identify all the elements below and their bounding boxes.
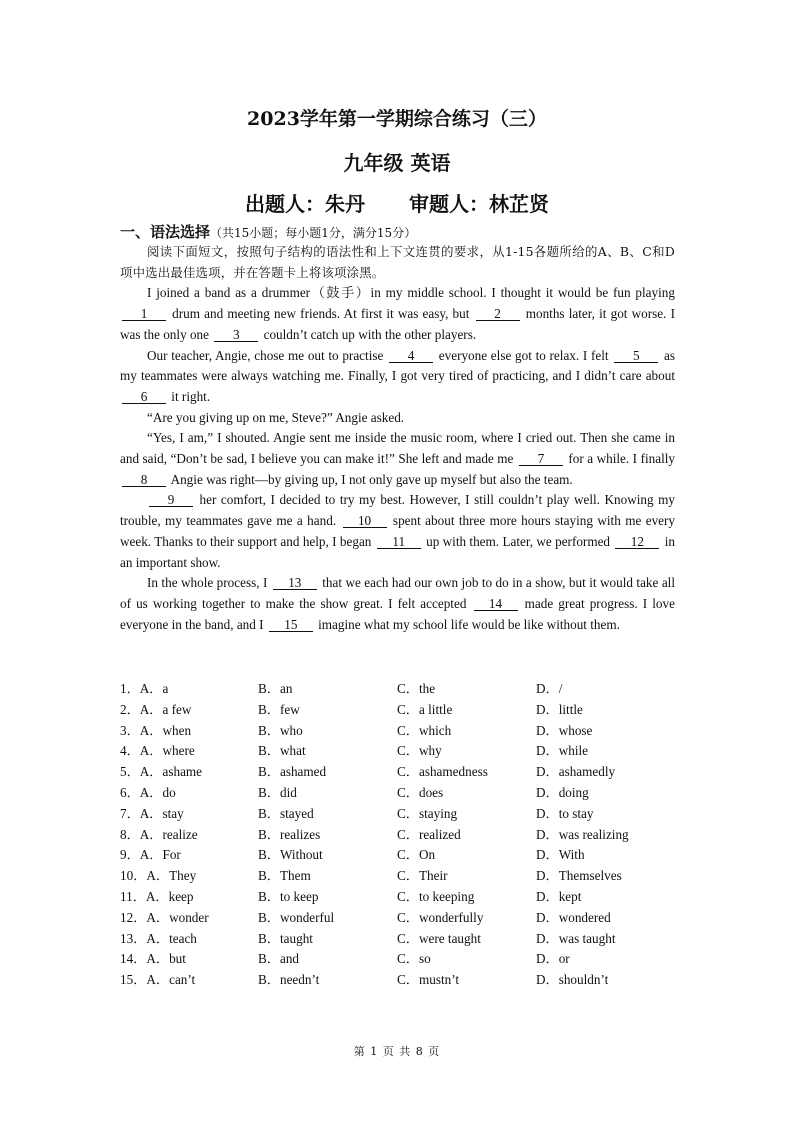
option-d: D．little <box>536 701 583 717</box>
passage-text: that we each had our own job to do in a show, but it would take all of us working together to make the show great. I felt accepted <box>120 575 675 611</box>
blank-6: 6 <box>122 390 166 404</box>
exam-authors <box>0 188 794 217</box>
option-b: B．who <box>258 722 303 738</box>
blank-9: 9 <box>149 493 193 507</box>
option-a: 8．A．realize <box>120 826 198 842</box>
option-row <box>120 845 680 866</box>
option-row <box>120 679 680 700</box>
option-b: B．few <box>258 701 300 717</box>
option-a: 1．A．a <box>120 681 169 696</box>
reading-passage <box>120 242 675 635</box>
blank-8: 8 <box>122 473 166 487</box>
option-a: 5．A．ashame <box>120 764 203 780</box>
option-row <box>120 866 680 887</box>
option-a: 9．A．For <box>120 847 181 863</box>
blank-13: 13 <box>273 576 317 590</box>
option-d: D．or <box>536 951 570 967</box>
section-heading: 一、语法选择 <box>120 223 211 241</box>
option-b: B．realizes <box>258 826 321 842</box>
option-b: B．Without <box>258 847 323 863</box>
option-a: 2．A．a few <box>120 701 192 717</box>
option-d: D．kept <box>536 888 582 904</box>
passage-text: her comfort, I decided to try my best. However, I still couldn’t play well. Knowing my trouble, my teammates gave me a hand. <box>120 492 675 529</box>
passage-text: made great progress. I love everyone in the band, and I <box>120 595 675 632</box>
option-a: 7．A．stay <box>120 805 184 821</box>
setter-label: 出题人：朱丹 <box>245 192 365 216</box>
blank-12: 12 <box>615 535 659 549</box>
option-c: C．a little <box>397 701 453 717</box>
section-instructions: 阅读下面短文，按照句子结构的语法性和上下文连贯的要求，从1-15各题所给的A、B、C和D项中选出最佳选项，并在答题卡上将该项涂黑。 <box>120 244 675 280</box>
section-heading-row <box>120 222 416 243</box>
option-a: 15．A．can’t <box>120 972 196 988</box>
answer-options <box>120 679 680 991</box>
passage-text: up with them. Later, we performed <box>422 533 614 549</box>
option-b: B．wonderful <box>258 909 335 925</box>
option-c: C．which <box>397 722 452 738</box>
option-d: D．to stay <box>536 805 594 821</box>
option-a: 4．A．where <box>120 743 195 759</box>
blank-5: 5 <box>614 349 658 363</box>
passage-text: I joined a band as a drummer（鼓手）in my middle school. I thought it would be fun playing <box>147 285 675 301</box>
passage-text: couldn’t catch up with the other players. <box>260 326 477 342</box>
blank-14: 14 <box>474 597 518 611</box>
option-c: C．wonderfully <box>397 909 484 925</box>
option-c: C．were taught <box>397 930 481 946</box>
option-d: D．With <box>536 847 585 863</box>
option-c: C．On <box>397 847 436 863</box>
option-d: D．wondered <box>536 909 611 925</box>
exam-subtitle: 九年级 英语 <box>343 151 451 175</box>
section-note: （共15小题；每小题1分，满分15分） <box>210 226 417 240</box>
option-d: D．Themselves <box>536 868 622 884</box>
option-c: C．why <box>397 743 442 759</box>
option-c: C．so <box>397 951 431 967</box>
option-row <box>120 721 680 742</box>
option-c: C．ashamedness <box>397 764 488 780</box>
option-d: D．was taught <box>536 930 616 946</box>
passage-text: In the whole process, I <box>147 575 271 591</box>
passage-text: in an important show. <box>120 533 675 570</box>
option-c: C．realized <box>397 826 461 842</box>
option-row <box>120 929 680 950</box>
passage-text: for a while. I finally <box>564 451 675 467</box>
option-b: B．ashamed <box>258 764 327 780</box>
option-row <box>120 804 680 825</box>
option-row <box>120 949 680 970</box>
option-row <box>120 700 680 721</box>
option-b: B．what <box>258 743 306 759</box>
option-c: C．mustn’t <box>397 972 460 988</box>
passage-text: months later, it got worse. I was the only one <box>120 306 675 342</box>
passage-text: Angie was right—by giving up, I not only gave up myself but also the team. <box>168 471 573 487</box>
option-b: B．an <box>258 681 293 696</box>
option-c: C．the <box>397 681 436 696</box>
option-d: D．while <box>536 743 589 759</box>
blank-4: 4 <box>389 349 433 363</box>
option-c: C．staying <box>397 805 458 821</box>
passage-paragraph <box>120 283 675 345</box>
passage-text: everyone else got to relax. I felt <box>435 347 613 363</box>
option-b: B．and <box>258 951 300 967</box>
blank-7: 7 <box>519 452 563 466</box>
option-a: 13．A．teach <box>120 930 197 946</box>
blank-15: 15 <box>269 618 313 632</box>
option-c: C．does <box>397 784 444 800</box>
page-footer: 第 1 页 共 8 页 <box>353 1045 441 1058</box>
option-d: D．ashamedly <box>536 764 616 780</box>
option-a: 14．A．but <box>120 951 186 967</box>
passage-text: as my teammates were always watching me. Finally, I got very tired of practicing, and I didn’t care about <box>120 347 675 384</box>
option-a: 12．A．wonder <box>120 909 209 925</box>
passage-paragraph <box>120 573 675 635</box>
option-b: B．taught <box>258 930 313 946</box>
passage-paragraph <box>120 490 675 573</box>
option-row <box>120 908 680 929</box>
option-d: D．/ <box>536 681 563 696</box>
option-d: D．whose <box>536 722 593 738</box>
passage-text: it right. <box>168 388 211 404</box>
option-d: D．shouldn’t <box>536 972 609 988</box>
option-row <box>120 783 680 804</box>
option-row <box>120 887 680 908</box>
blank-2: 2 <box>476 307 520 321</box>
passage-text: spent about three more hours staying with me every week. Thanks to their support and help, I began <box>120 513 676 549</box>
passage-paragraph <box>120 428 675 490</box>
option-row <box>120 741 680 762</box>
option-b: B．Them <box>258 868 311 884</box>
option-c: C．to keeping <box>397 888 475 904</box>
passage-paragraph: “Are you giving up on me, Steve?” Angie asked. <box>147 409 405 425</box>
option-a: 6．A．do <box>120 784 176 800</box>
option-b: B．to keep <box>258 888 319 904</box>
option-row <box>120 762 680 783</box>
option-a: 10．A．They <box>120 868 197 884</box>
blank-3: 3 <box>214 328 258 342</box>
exam-title: 2023学年第一学期综合练习（三） <box>247 108 547 130</box>
option-a: 3．A．when <box>120 722 192 738</box>
option-row <box>120 825 680 846</box>
passage-paragraph <box>120 346 675 408</box>
option-b: B．needn’t <box>258 972 320 988</box>
option-b: B．did <box>258 784 297 800</box>
option-d: D．doing <box>536 784 589 800</box>
option-row <box>120 970 680 991</box>
passage-text: Our teacher, Angie, chose me out to practise <box>147 347 388 363</box>
option-c: C．Their <box>397 868 448 884</box>
passage-text: “Yes, I am,” I shouted. Angie sent me inside the music room, where I cried out. Then she came in and said, “Don’t be sad, I believe you can make it!” She left and made me <box>120 430 675 467</box>
passage-text: drum and meeting new friends. At first it was easy, but <box>168 306 474 322</box>
option-a: 11．A．keep <box>120 888 194 904</box>
blank-11: 11 <box>377 535 421 549</box>
blank-1: 1 <box>122 307 166 321</box>
option-b: B．stayed <box>258 805 314 821</box>
blank-10: 10 <box>343 514 387 528</box>
passage-text: imagine what my school life would be like without them. <box>314 616 620 632</box>
option-d: D．was realizing <box>536 826 629 842</box>
reviewer-label: 审题人：林芷贤 <box>409 192 549 216</box>
